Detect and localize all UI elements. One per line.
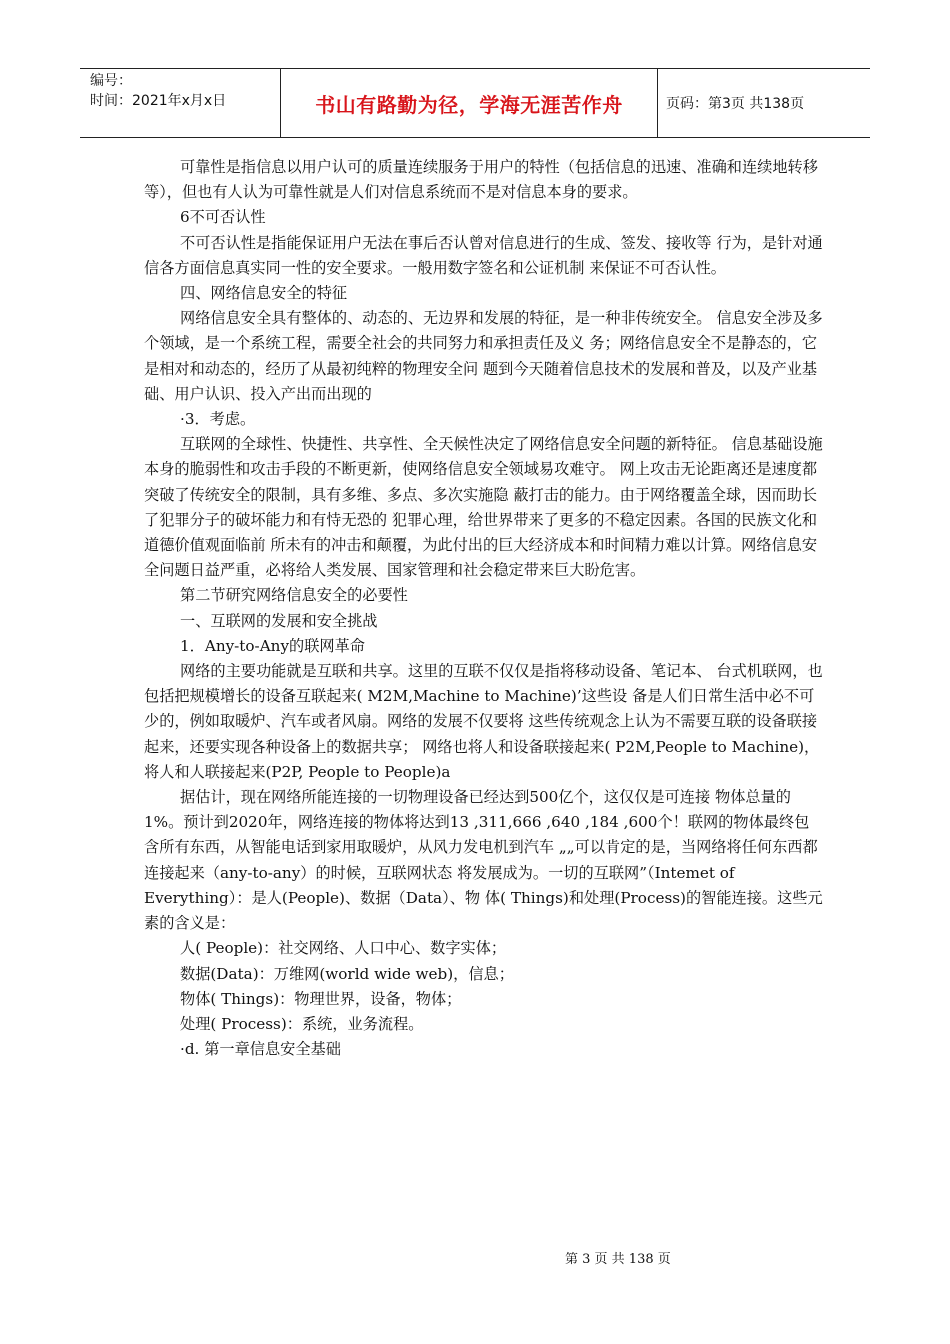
paragraph: 网络的主要功能就是互联和共享。这里的互联不仅仅是指将移动设备、笔记本、 台式机联网，也包括把规模增长的设备互联起来( M2M,Machine to Machine)’这些设 备是人们日常生活中必不可少的，例如取暖炉、汽车或者风扇。网络的发展不仅要将 这些传统观念上认为不需要互联的设备联接起来，还要实现各种设备上的数据共享； 网络也将人和设备联接起来( P2M,People to Machine)，将人和人联接起来(P2P, People to People)a — [144, 662, 823, 781]
paragraph: 一、互联网的发展和安全挑战 — [180, 611, 378, 630]
paragraph: 不可否认性是指能保证用户无法在事后否认曾对信息进行的生成、签发、接收等 行为，是针对通信各方面信息真实同一性的安全要求。一般用数字签名和公证机制 来保证不可否认性。 — [144, 233, 823, 277]
paragraph: 6不可否认性 — [180, 208, 266, 227]
header-meta — [80, 69, 280, 137]
document-number-label: 编号： — [90, 73, 132, 89]
paragraph: 处理( Process)：系统，业务流程。 — [180, 1014, 424, 1033]
paragraph: 互联网的全球性、快捷性、共享性、全天候性决定了网络信息安全问题的新特征。 信息基础设施本身的脆弱性和攻击手段的不断更新，使网络信息安全领域易攻难守。 网上攻击无论距离还是速度都突破了传统安全的限制，具有多维、多点、多次实施隐 蔽打击的能力。由于网络覆盖全球，因而助长了犯罪分子的破坏能力和有恃无恐的 犯罪心理，给世界带来了更多的不稳定因素。各国的民族文化和道德价值观面临前 所未有的冲击和颠覆，为此付出的巨大经济成本和时间精力难以计算。网络信息安 全问题日益严重，必将给人类发展、国家管理和社会稳定带来巨大盼危害。 — [144, 435, 823, 580]
document-body — [144, 155, 824, 1062]
paragraph: 四、网络信息安全的特征 — [180, 284, 348, 303]
paragraph: 据估计，现在网络所能连接的一切物理设备已经达到500亿个，这仅仅是可连接 物体总量的1%。预计到2020年，网络连接的物体将达到13 ,311,666 ,640 ,184 ,600个！联网的物体最终包含所有东西，从智能电话到家用取暖炉，从风力发电机到汽车 „„可以肯定的是，当网络将任何东西都连接起来（any-to-any）的时候，互联网状态 将发展成为。一切的互联网”（Intemet of Everything）：是人(People)、数据（Data）、物 体( Things)和处理(Process)的智能连接。这些元素的含义是： — [144, 788, 823, 933]
header-page-info: 页码：第3页 共138页 — [666, 96, 805, 112]
paragraph: 网络信息安全具有整体的、动态的、无边界和发展的特征，是一种非传统安全。 信息安全涉及多个领域，是一个系统工程，需要全社会的共同努力和承担责任及义 务；网络信息安全不是静态的，它是相对和动态的，经历了从最初纯粹的物理安全问 题到今天随着信息技术的发展和普及，以及产业基础、用户认识、投入产出而出现的 — [144, 309, 823, 403]
document-time: 时间：2021年x月x日 — [90, 93, 227, 109]
header-motto: 书山有路勤为径，学海无涯苦作舟 — [280, 69, 658, 137]
paragraph: 可靠性是指信息以用户认可的质量连续服务于用户的特性（包括信息的迅速、准确和连续地转移等），但也有人认为可靠性就是人们对信息系统而不是对信息本身的要求。 — [144, 158, 818, 202]
paragraph: 人( People)：社交网络、人口中心、数字实体； — [180, 939, 507, 958]
page-header — [80, 68, 870, 138]
footer-page-number: 第 3 页 共 138 页 — [565, 1252, 671, 1267]
paragraph: 数据(Data)：万维网(world wide web)，信息； — [180, 964, 514, 983]
paragraph: ·d. 第一章信息安全基础 — [180, 1040, 341, 1059]
paragraph: 1．Any-to-Any的联网革命 — [180, 636, 365, 655]
paragraph: 物体( Things)：物理世界，设备，物体； — [180, 989, 462, 1008]
paragraph: 第二节研究网络信息安全的必要性 — [180, 586, 408, 605]
paragraph: ·3．考虑。 — [180, 410, 256, 429]
